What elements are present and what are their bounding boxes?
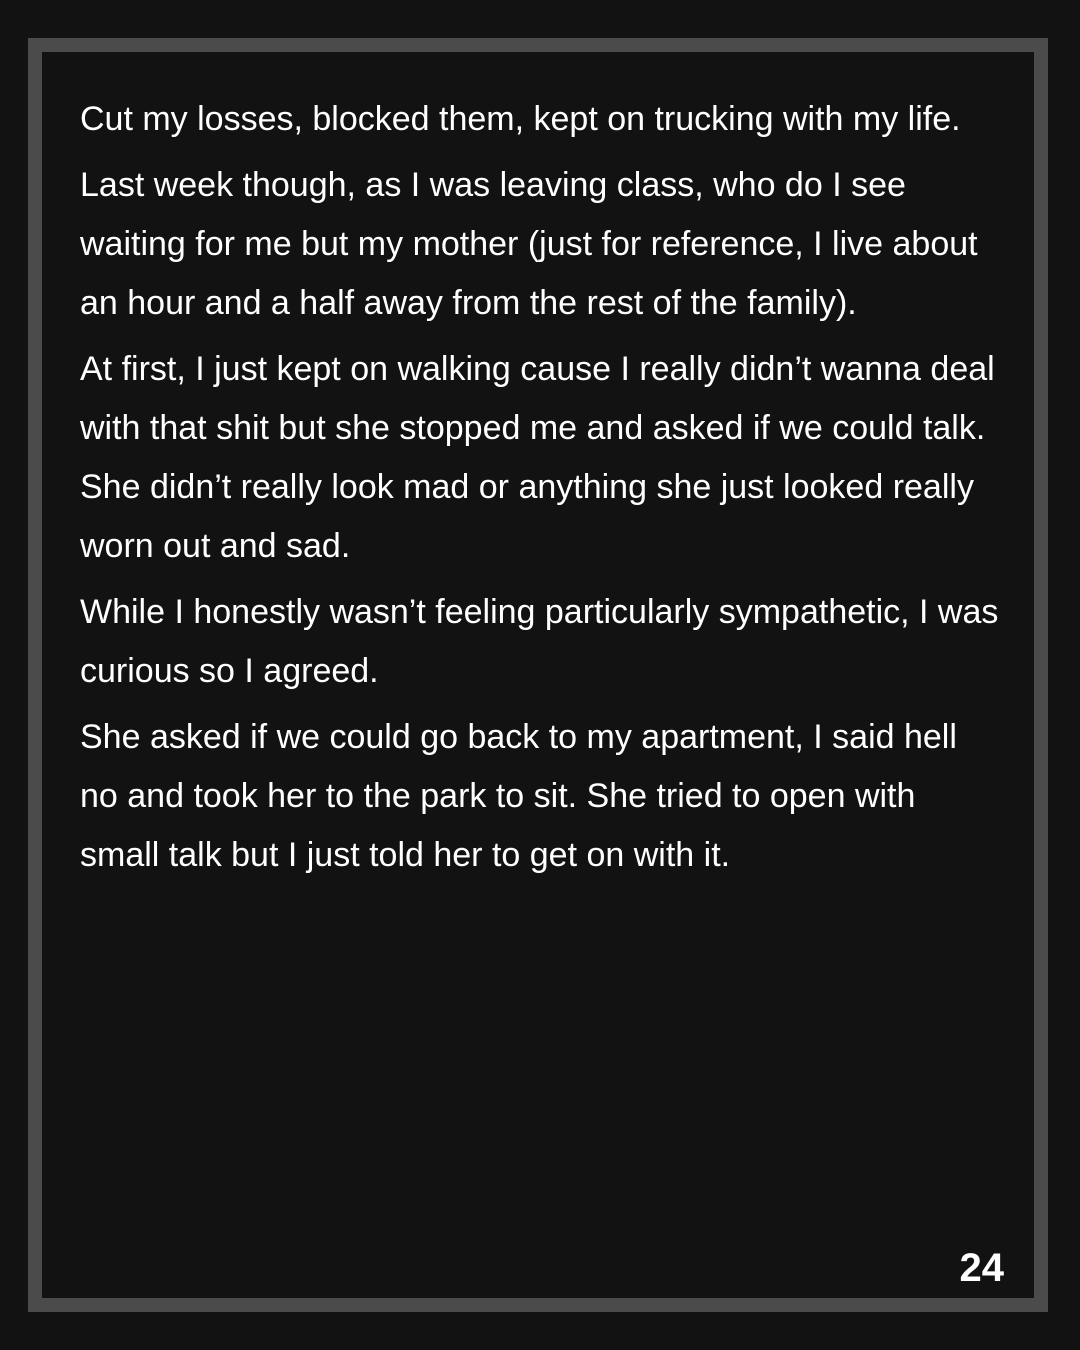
- paragraph-1: Cut my losses, blocked them, kept on trucking with my life.: [80, 100, 961, 138]
- story-card: [28, 38, 1048, 1312]
- paragraph-5: She asked if we could go back to my apartment, I said hell no and took her to the park to sit. She tried to open with small talk but I just told her to get on with it.: [80, 718, 957, 874]
- story-text: [80, 90, 1000, 892]
- paragraph-3: At first, I just kept on walking cause I really didn’t wanna deal with that shit but she stopped me and asked if we could talk. She didn’t really look mad or anything she just looked really worn out and sad.: [80, 350, 995, 565]
- page-number: 24: [959, 1246, 1004, 1290]
- paragraph-2: Last week though, as I was leaving class, who do I see waiting for me but my mother (just for reference, I live about an hour and a half away from the rest of the family).: [80, 166, 978, 322]
- paragraph-4: While I honestly wasn’t feeling particularly sympathetic, I was curious so I agreed.: [80, 593, 999, 690]
